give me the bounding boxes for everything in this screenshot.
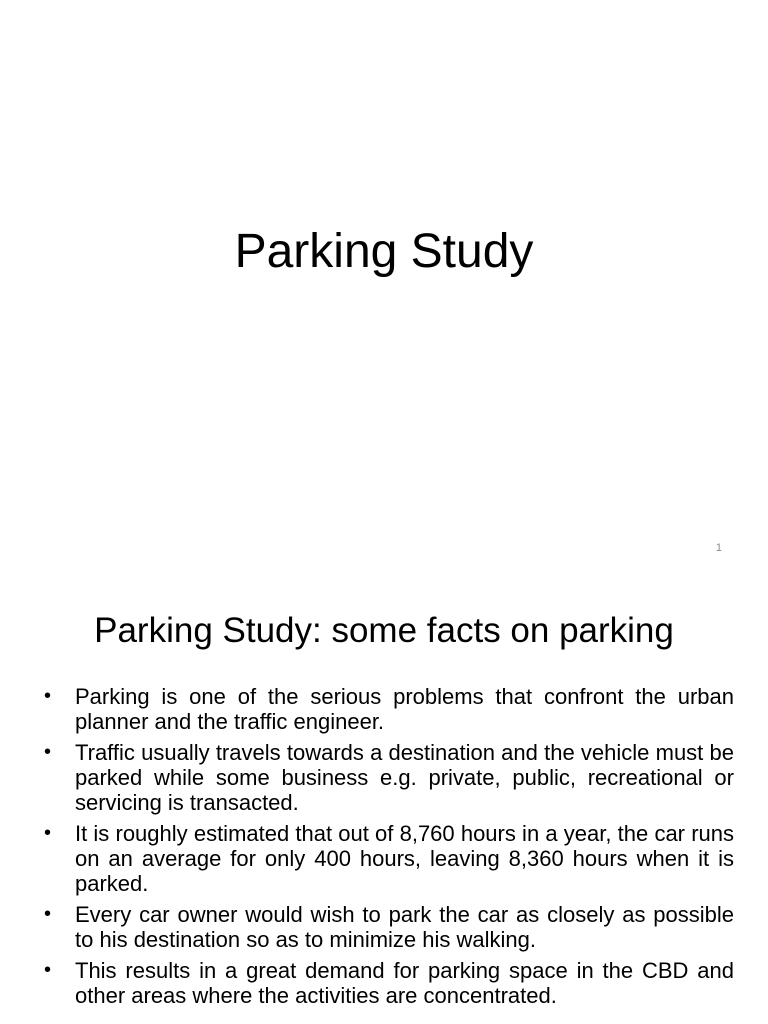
bullet-marker: • [44,903,52,925]
bullet-item [44,958,734,1008]
bullet-list [44,684,734,1014]
bullet-marker: • [44,959,52,981]
slide-heading: Parking Study: some facts on parking [94,611,674,650]
bullet-item [44,821,734,896]
slide-title: Parking Study [234,225,534,278]
bullet-marker: • [44,741,52,763]
slide-number: 1 [715,542,722,554]
bullet-item [44,684,734,734]
bullet-text: Every car owner would wish to park the car as closely as possible to his destination so as to minimize his walking. [75,902,734,952]
bullet-text: It is roughly estimated that out of 8,760 hours in a year, the car runs on an average for only 400 hours, leaving 8,360 hours when it is parked. [75,821,734,896]
bullet-text: Parking is one of the serious problems that confront the urban planner and the traffic engineer. [75,684,734,734]
bullet-marker: • [44,685,52,707]
bullet-text: This results in a great demand for parking space in the CBD and other areas where the activities are concentrated. [75,958,734,1008]
bullet-item [44,902,734,952]
bullet-marker: • [44,822,52,844]
facts-slide [0,576,768,1024]
bullet-text: Traffic usually travels towards a destination and the vehicle must be parked while some business e.g. private, public, recreational or servicing is transacted. [75,740,734,815]
bullet-item [44,740,734,815]
